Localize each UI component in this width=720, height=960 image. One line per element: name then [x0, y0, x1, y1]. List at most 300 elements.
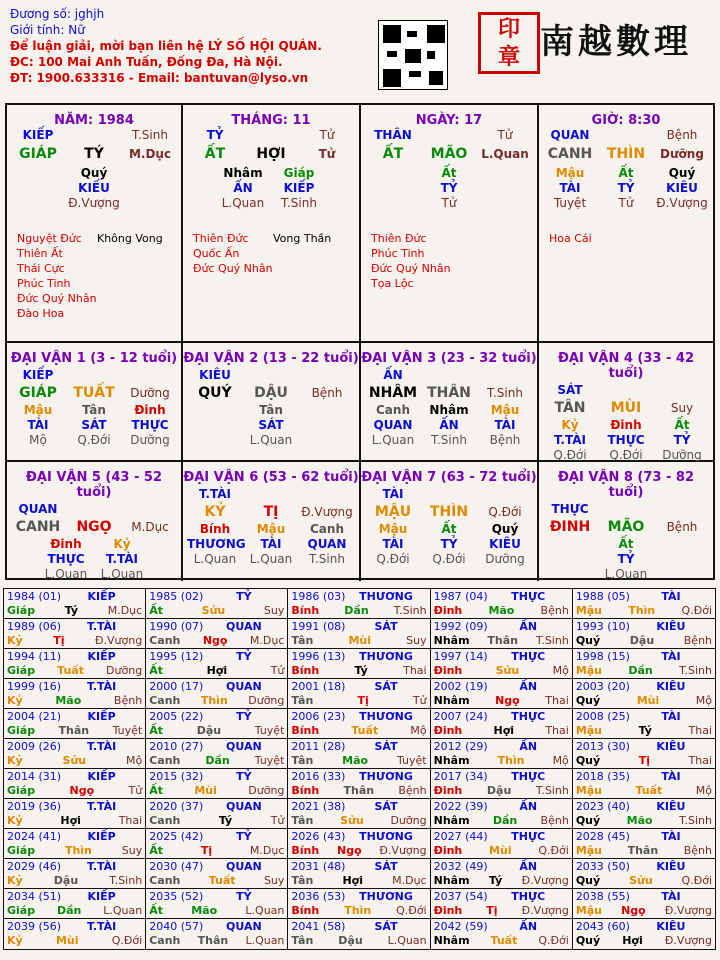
year-cell[interactable]	[431, 589, 573, 618]
heavenly-stem: Kỷ	[7, 694, 23, 707]
year-row	[4, 619, 715, 649]
year-cell-bottom	[434, 604, 569, 618]
year-cell[interactable]	[431, 709, 573, 738]
earthly-branch: Hợi	[206, 664, 228, 677]
year-cell[interactable]	[4, 589, 146, 618]
year-cell-bottom	[291, 784, 426, 798]
heavenly-stem: Mậu	[575, 604, 603, 617]
year-cell[interactable]	[146, 709, 288, 738]
ten-god-label: KIÊU	[656, 620, 686, 633]
hidden-phase: Dưỡng	[662, 448, 702, 462]
heavenly-stem: Canh	[149, 634, 181, 647]
year-cell[interactable]	[431, 769, 573, 798]
year-label: 2004 (21)	[7, 710, 62, 723]
ten-god-label: TÀI	[661, 890, 681, 903]
hidden-phase: Tuyệt	[553, 196, 587, 210]
year-cell-top	[576, 890, 712, 904]
year-cell-top	[576, 710, 712, 724]
star-name: Thiên Đức	[193, 232, 249, 245]
inauspicious-stars	[97, 231, 163, 246]
star-name: Tọa Lộc	[371, 277, 414, 290]
hidden-ten-gods	[7, 418, 181, 433]
pillar-title: NGÀY: 17	[415, 113, 483, 128]
star-name: Đào Hoa	[17, 307, 65, 320]
phase-label: L.Quan	[103, 904, 143, 917]
hidden-stem: Ất	[618, 537, 634, 551]
ten-god-label: KIẾP	[87, 770, 116, 783]
year-cell[interactable]	[4, 889, 146, 918]
phase-label: Mộ	[552, 754, 569, 767]
year-cell-bottom	[7, 664, 142, 678]
earthly-branch: MÙI	[610, 400, 642, 416]
heavenly-stem: Tân	[291, 754, 314, 767]
dai-van-main-row	[539, 401, 713, 416]
pillar-row-stars	[7, 128, 181, 143]
year-cell[interactable]	[288, 679, 430, 708]
year-cell[interactable]	[4, 859, 146, 888]
spacer	[598, 128, 654, 143]
phase-label: L.Quan	[245, 934, 285, 947]
year-cell[interactable]	[573, 829, 715, 858]
year-cell[interactable]	[4, 739, 146, 768]
hidden-ten-god: SÁT	[258, 418, 284, 432]
year-label: 2040 (57)	[149, 920, 204, 933]
year-cell[interactable]	[288, 799, 430, 828]
year-cell-top	[576, 620, 712, 634]
hidden-ten-gods	[539, 181, 713, 196]
year-cell-top	[7, 740, 142, 754]
year-cell[interactable]	[573, 799, 715, 828]
year-cell-top	[434, 590, 569, 604]
year-cell[interactable]	[288, 619, 430, 648]
year-cell[interactable]	[146, 589, 288, 618]
hidden-ten-god: TÀI	[494, 418, 516, 432]
spacer	[299, 368, 355, 383]
ten-god-label: TÀI	[661, 590, 681, 603]
phase-label: T.Sinh	[109, 874, 143, 887]
year-cell-bottom	[149, 634, 284, 648]
pillar-cell-0	[7, 105, 183, 343]
spacer	[122, 502, 178, 517]
dai-van-cell-1[interactable]	[7, 343, 183, 462]
dai-van-cell-6[interactable]	[183, 462, 361, 581]
heavenly-stem: Mậu	[575, 844, 603, 857]
year-label: 2000 (17)	[149, 680, 204, 693]
dai-van-cell-5[interactable]	[7, 462, 183, 581]
phase-label: Tử	[318, 147, 336, 161]
ten-god-label: T.TÀI	[87, 920, 117, 933]
ten-god-label: KIÊU	[199, 368, 231, 382]
heavenly-stem: Ất	[149, 904, 163, 917]
hidden-stem: Giáp	[283, 166, 315, 180]
dai-van-main-row	[183, 386, 359, 401]
ten-god-label: SÁT	[374, 800, 398, 813]
spacer	[122, 368, 178, 383]
year-cell-top	[149, 800, 284, 814]
year-cell-top	[576, 740, 712, 754]
year-cell-top	[7, 770, 142, 784]
phone-email-line[interactable]: ĐT: 1900.633316 - Email: bantuvan@lyso.vn	[10, 71, 309, 85]
spacer	[299, 487, 355, 502]
year-cell[interactable]	[431, 919, 573, 949]
hidden-phase: Tử	[441, 196, 457, 210]
year-cell[interactable]	[573, 649, 715, 678]
ten-god-label: THÂN	[374, 128, 412, 142]
dai-van-cell-8[interactable]	[539, 462, 713, 581]
earthly-branch: Ngọ	[621, 904, 646, 917]
hidden-phase: L.Quan	[371, 433, 415, 447]
year-cell[interactable]	[4, 829, 146, 858]
heavenly-stem: Nhâm	[433, 874, 470, 887]
phase-label: M.Dục	[249, 634, 285, 647]
year-cell[interactable]	[146, 649, 288, 678]
spacer	[598, 383, 654, 398]
heavenly-stem: Giáp	[7, 904, 36, 917]
red-seal-stamp-icon: 印 章	[478, 12, 540, 74]
phase-label: T.Sinh	[679, 664, 712, 677]
spacer	[421, 368, 477, 383]
earthly-branch: Sửu	[495, 664, 520, 677]
earthly-branch: Tý	[64, 604, 79, 617]
ten-god-label: T.TÀI	[87, 620, 117, 633]
logo-title: 南越數理	[540, 22, 692, 62]
hidden-phase: Dưỡng	[130, 433, 170, 447]
year-cell[interactable]	[573, 679, 715, 708]
year-cell[interactable]	[4, 679, 146, 708]
year-cell[interactable]	[146, 889, 288, 918]
heavenly-stem: Nhâm	[433, 934, 470, 947]
earthly-branch: NGỌ	[76, 519, 112, 535]
auspicious-stars	[371, 231, 451, 291]
year-row	[4, 919, 715, 949]
hidden-ten-god: TÀI	[559, 181, 581, 195]
year-cell[interactable]	[146, 769, 288, 798]
yearly-luck-table	[3, 588, 716, 950]
ten-god-label: KIẾP	[87, 710, 116, 723]
phase-label: Bệnh	[540, 814, 569, 827]
year-cell-bottom	[434, 904, 569, 918]
phase-label: Dưỡng	[660, 147, 704, 161]
ten-god-label: TÀI	[382, 487, 404, 501]
hidden-stem: Mậu	[23, 403, 53, 417]
hidden-ten-god: KIẾP	[283, 181, 315, 195]
phase-label: L.Quan	[245, 904, 285, 917]
hidden-ten-god: TỶ	[440, 537, 458, 551]
heavenly-stem: TÂN	[554, 400, 586, 416]
dai-van-title: ĐẠI VẬN 3 (23 - 32 tuổi)	[361, 351, 537, 366]
year-label: 2033 (50)	[575, 860, 630, 873]
hidden-ten-god: KIẾU	[78, 181, 110, 195]
hidden-ten-god: ẤN	[439, 418, 459, 432]
year-cell[interactable]	[4, 799, 146, 828]
year-label: 2030 (47)	[149, 860, 204, 873]
year-label: 2039 (56)	[7, 920, 62, 933]
spacer	[421, 487, 477, 502]
hidden-stems	[539, 418, 713, 433]
dai-van-title: ĐẠI VẬN 1 (3 - 12 tuổi)	[10, 351, 178, 366]
heavenly-stem: Kỷ	[7, 814, 23, 827]
phase-label: Bệnh	[683, 634, 713, 647]
owner-gender: Giới tính: Nữ	[10, 23, 85, 37]
heavenly-stem: Nhâm	[433, 694, 470, 707]
star-name: Thiên Ất	[17, 247, 63, 260]
year-row	[4, 739, 715, 769]
hidden-ten-god: ẤN	[233, 181, 253, 195]
earthly-branch: Sửu	[201, 604, 226, 617]
year-cell-bottom	[291, 904, 426, 918]
year-label: 1986 (03)	[291, 590, 346, 603]
ten-god-label: TỶ	[206, 128, 224, 142]
phase-label: Dưỡng	[106, 664, 143, 677]
ten-god-label: QUAN	[226, 740, 262, 753]
year-cell[interactable]	[431, 679, 573, 708]
year-cell[interactable]	[146, 739, 288, 768]
hidden-stem: Quý	[80, 166, 108, 180]
year-cell-top	[434, 770, 569, 784]
year-cell-bottom	[576, 664, 712, 678]
dai-van-cell-4[interactable]	[539, 343, 713, 462]
phase-label: Q.Đới	[396, 904, 427, 917]
tu-tru-grid	[5, 103, 715, 580]
year-cell-bottom	[576, 844, 712, 858]
year-cell[interactable]	[146, 619, 288, 648]
phase-label: M.Dục	[392, 874, 427, 887]
heavenly-stem: Canh	[149, 754, 181, 767]
year-cell[interactable]	[4, 619, 146, 648]
heavenly-stem: Canh	[149, 934, 181, 947]
year-cell[interactable]	[288, 709, 430, 738]
year-cell[interactable]	[146, 679, 288, 708]
hidden-ten-god: QUAN	[307, 537, 347, 551]
pillar-cell-3	[539, 105, 713, 343]
year-cell[interactable]	[573, 739, 715, 768]
year-cell-top	[434, 740, 569, 754]
year-cell-top	[7, 830, 142, 844]
earthly-branch: Ngọ	[202, 634, 228, 647]
heavenly-stem: Đinh	[433, 604, 463, 617]
dai-van-main-row	[361, 386, 537, 401]
year-cell-top	[576, 860, 712, 874]
hidden-phase: Q.Đới	[432, 552, 466, 566]
year-cell-bottom	[434, 754, 569, 768]
year-cell-top	[7, 590, 142, 604]
phase-label: Mộ	[695, 694, 712, 707]
year-cell-top	[434, 890, 569, 904]
hidden-stem: Ất	[441, 166, 457, 180]
year-cell-top	[7, 680, 142, 694]
year-label: 2014 (31)	[7, 770, 62, 783]
year-cell-bottom	[291, 754, 426, 768]
phase-label: L.Quan	[481, 147, 529, 161]
hidden-stem: Đinh	[134, 403, 166, 417]
year-cell[interactable]	[431, 649, 573, 678]
heavenly-stem: Quý	[575, 634, 601, 647]
year-cell[interactable]	[288, 919, 430, 949]
hidden-ten-god: T.TÀI	[554, 433, 586, 447]
ten-god-label: KIẾP	[87, 890, 116, 903]
year-cell-bottom	[149, 724, 284, 738]
year-cell[interactable]	[573, 619, 715, 648]
hidden-ten-gods	[539, 552, 713, 567]
year-cell-bottom	[149, 694, 284, 708]
year-cell[interactable]	[431, 829, 573, 858]
dai-van-cell-2[interactable]	[183, 343, 361, 462]
year-cell[interactable]	[431, 859, 573, 888]
hidden-phase: L.Quan	[44, 567, 88, 581]
year-cell-top	[7, 620, 142, 634]
star-name: Phúc Tinh	[371, 247, 425, 260]
ten-god-label: ẤN	[519, 800, 538, 813]
pillar-row-stars	[539, 128, 713, 143]
heavenly-stem: Giáp	[7, 724, 36, 737]
hidden-phases	[539, 448, 713, 463]
ten-god-label: TỶ	[236, 710, 252, 723]
ten-god-label: SÁT	[374, 920, 398, 933]
year-cell-bottom	[576, 784, 712, 798]
dai-van-main-row	[7, 386, 181, 401]
year-label: 2028 (45)	[575, 830, 630, 843]
earthly-branch: Tý	[354, 664, 368, 677]
year-cell[interactable]	[573, 889, 715, 918]
earthly-branch: Ngọ	[69, 784, 95, 797]
year-cell-top	[149, 620, 284, 634]
hidden-ten-god: TỶ	[673, 433, 691, 447]
phase-label: Tuyệt	[254, 754, 285, 767]
hidden-stem: Kỷ	[561, 418, 579, 432]
year-cell[interactable]	[288, 889, 430, 918]
year-cell[interactable]	[573, 769, 715, 798]
year-cell-top	[576, 800, 712, 814]
star-name: Đức Quý Nhân	[193, 262, 273, 275]
hidden-stem: Mậu	[378, 522, 408, 536]
year-label: 1995 (12)	[149, 650, 204, 663]
year-cell-top	[149, 740, 284, 754]
year-cell[interactable]	[431, 799, 573, 828]
year-cell[interactable]	[288, 859, 430, 888]
hidden-phase: Q.Đới	[553, 448, 587, 462]
earthly-branch: Mùi	[636, 694, 660, 707]
earthly-branch: Tuất	[351, 724, 379, 737]
heavenly-stem: Giáp	[7, 784, 36, 797]
phase-label: Đ.Vượng	[301, 505, 353, 519]
star-name: Đức Quý Nhân	[371, 262, 451, 275]
heavenly-stem: Ất	[149, 664, 163, 677]
ten-god-label: ẤN	[519, 920, 538, 933]
phase-label: T.Sinh	[393, 604, 427, 617]
dai-van-star-row	[183, 487, 359, 502]
hidden-stems	[183, 403, 359, 418]
qr-code-icon[interactable]	[378, 20, 448, 90]
year-cell-top	[576, 920, 712, 934]
hidden-stem: Nhâm	[223, 166, 263, 180]
heavenly-stem: KỶ	[204, 504, 226, 520]
heavenly-stem: GIÁP	[19, 146, 57, 162]
year-label: 2003 (20)	[575, 680, 630, 693]
ten-god-label: TỶ	[236, 650, 252, 663]
auspicious-stars	[549, 231, 592, 246]
heavenly-stem: Kỷ	[7, 634, 23, 647]
hidden-ten-gods	[361, 181, 537, 196]
year-cell[interactable]	[573, 919, 715, 949]
hidden-stems	[361, 166, 537, 181]
dai-van-cell-3[interactable]	[361, 343, 539, 462]
year-cell[interactable]	[431, 889, 573, 918]
heavenly-stem: Đinh	[433, 664, 463, 677]
year-cell[interactable]	[4, 919, 146, 949]
year-cell[interactable]	[573, 859, 715, 888]
earthly-branch: Tị	[638, 754, 650, 767]
hidden-phase: L.Quan	[193, 552, 237, 566]
heavenly-stem: Quý	[575, 814, 601, 827]
hidden-stems	[7, 403, 181, 418]
year-cell-bottom	[7, 634, 142, 648]
earthly-branch: DẬU	[254, 385, 288, 401]
ten-god-label: QUAN	[226, 680, 262, 693]
year-cell[interactable]	[146, 799, 288, 828]
year-label: 1997 (14)	[433, 650, 488, 663]
year-cell-bottom	[291, 634, 426, 648]
ten-god-label: KIẾP	[87, 650, 116, 663]
year-label: 2002 (19)	[433, 680, 488, 693]
hidden-phase: T.Sinh	[431, 433, 467, 447]
year-cell[interactable]	[4, 709, 146, 738]
phase-label: Bệnh	[113, 694, 143, 707]
earthly-branch: MÃO	[430, 146, 468, 162]
year-cell-top	[7, 800, 142, 814]
hidden-stems	[361, 522, 537, 537]
year-cell[interactable]	[146, 829, 288, 858]
year-cell[interactable]	[288, 769, 430, 798]
year-label: 2010 (27)	[149, 740, 204, 753]
year-cell[interactable]	[288, 589, 430, 618]
year-cell[interactable]	[288, 829, 430, 858]
year-cell[interactable]	[146, 919, 288, 949]
star-name: Thiên Đức	[371, 232, 427, 245]
ten-god-label: KIẾP	[22, 368, 54, 382]
hidden-stem: Canh	[310, 522, 344, 536]
year-cell[interactable]	[4, 769, 146, 798]
year-cell[interactable]	[431, 619, 573, 648]
year-cell-bottom	[7, 694, 142, 708]
earthly-branch: Thìn	[64, 844, 92, 857]
earthly-branch: Sửu	[340, 814, 364, 827]
spacer	[66, 128, 122, 143]
dai-van-cell-7[interactable]	[361, 462, 539, 581]
year-cell-bottom	[434, 724, 569, 738]
year-cell[interactable]	[4, 649, 146, 678]
year-label: 2034 (51)	[7, 890, 62, 903]
year-label: 1998 (15)	[575, 650, 630, 663]
year-cell[interactable]	[288, 739, 430, 768]
heavenly-stem: Bính	[291, 904, 320, 917]
phase-label: Q.Đới	[681, 874, 713, 887]
ten-god-label: SÁT	[374, 860, 398, 873]
year-cell-bottom	[149, 784, 284, 798]
year-cell[interactable]	[573, 589, 715, 618]
earthly-branch: Hợi	[342, 874, 363, 887]
year-cell-bottom	[434, 784, 569, 798]
year-cell[interactable]	[573, 709, 715, 738]
year-cell[interactable]	[146, 859, 288, 888]
phase-label: Mộ	[695, 784, 712, 797]
earthly-branch: Thìn	[344, 904, 372, 917]
year-cell-top	[149, 590, 284, 604]
hidden-phase: L.Quan	[604, 567, 648, 581]
year-cell[interactable]	[431, 739, 573, 768]
year-cell[interactable]	[288, 649, 430, 678]
ten-god-label: KIÊU	[656, 920, 686, 933]
star-name: Không Vong	[97, 232, 163, 245]
